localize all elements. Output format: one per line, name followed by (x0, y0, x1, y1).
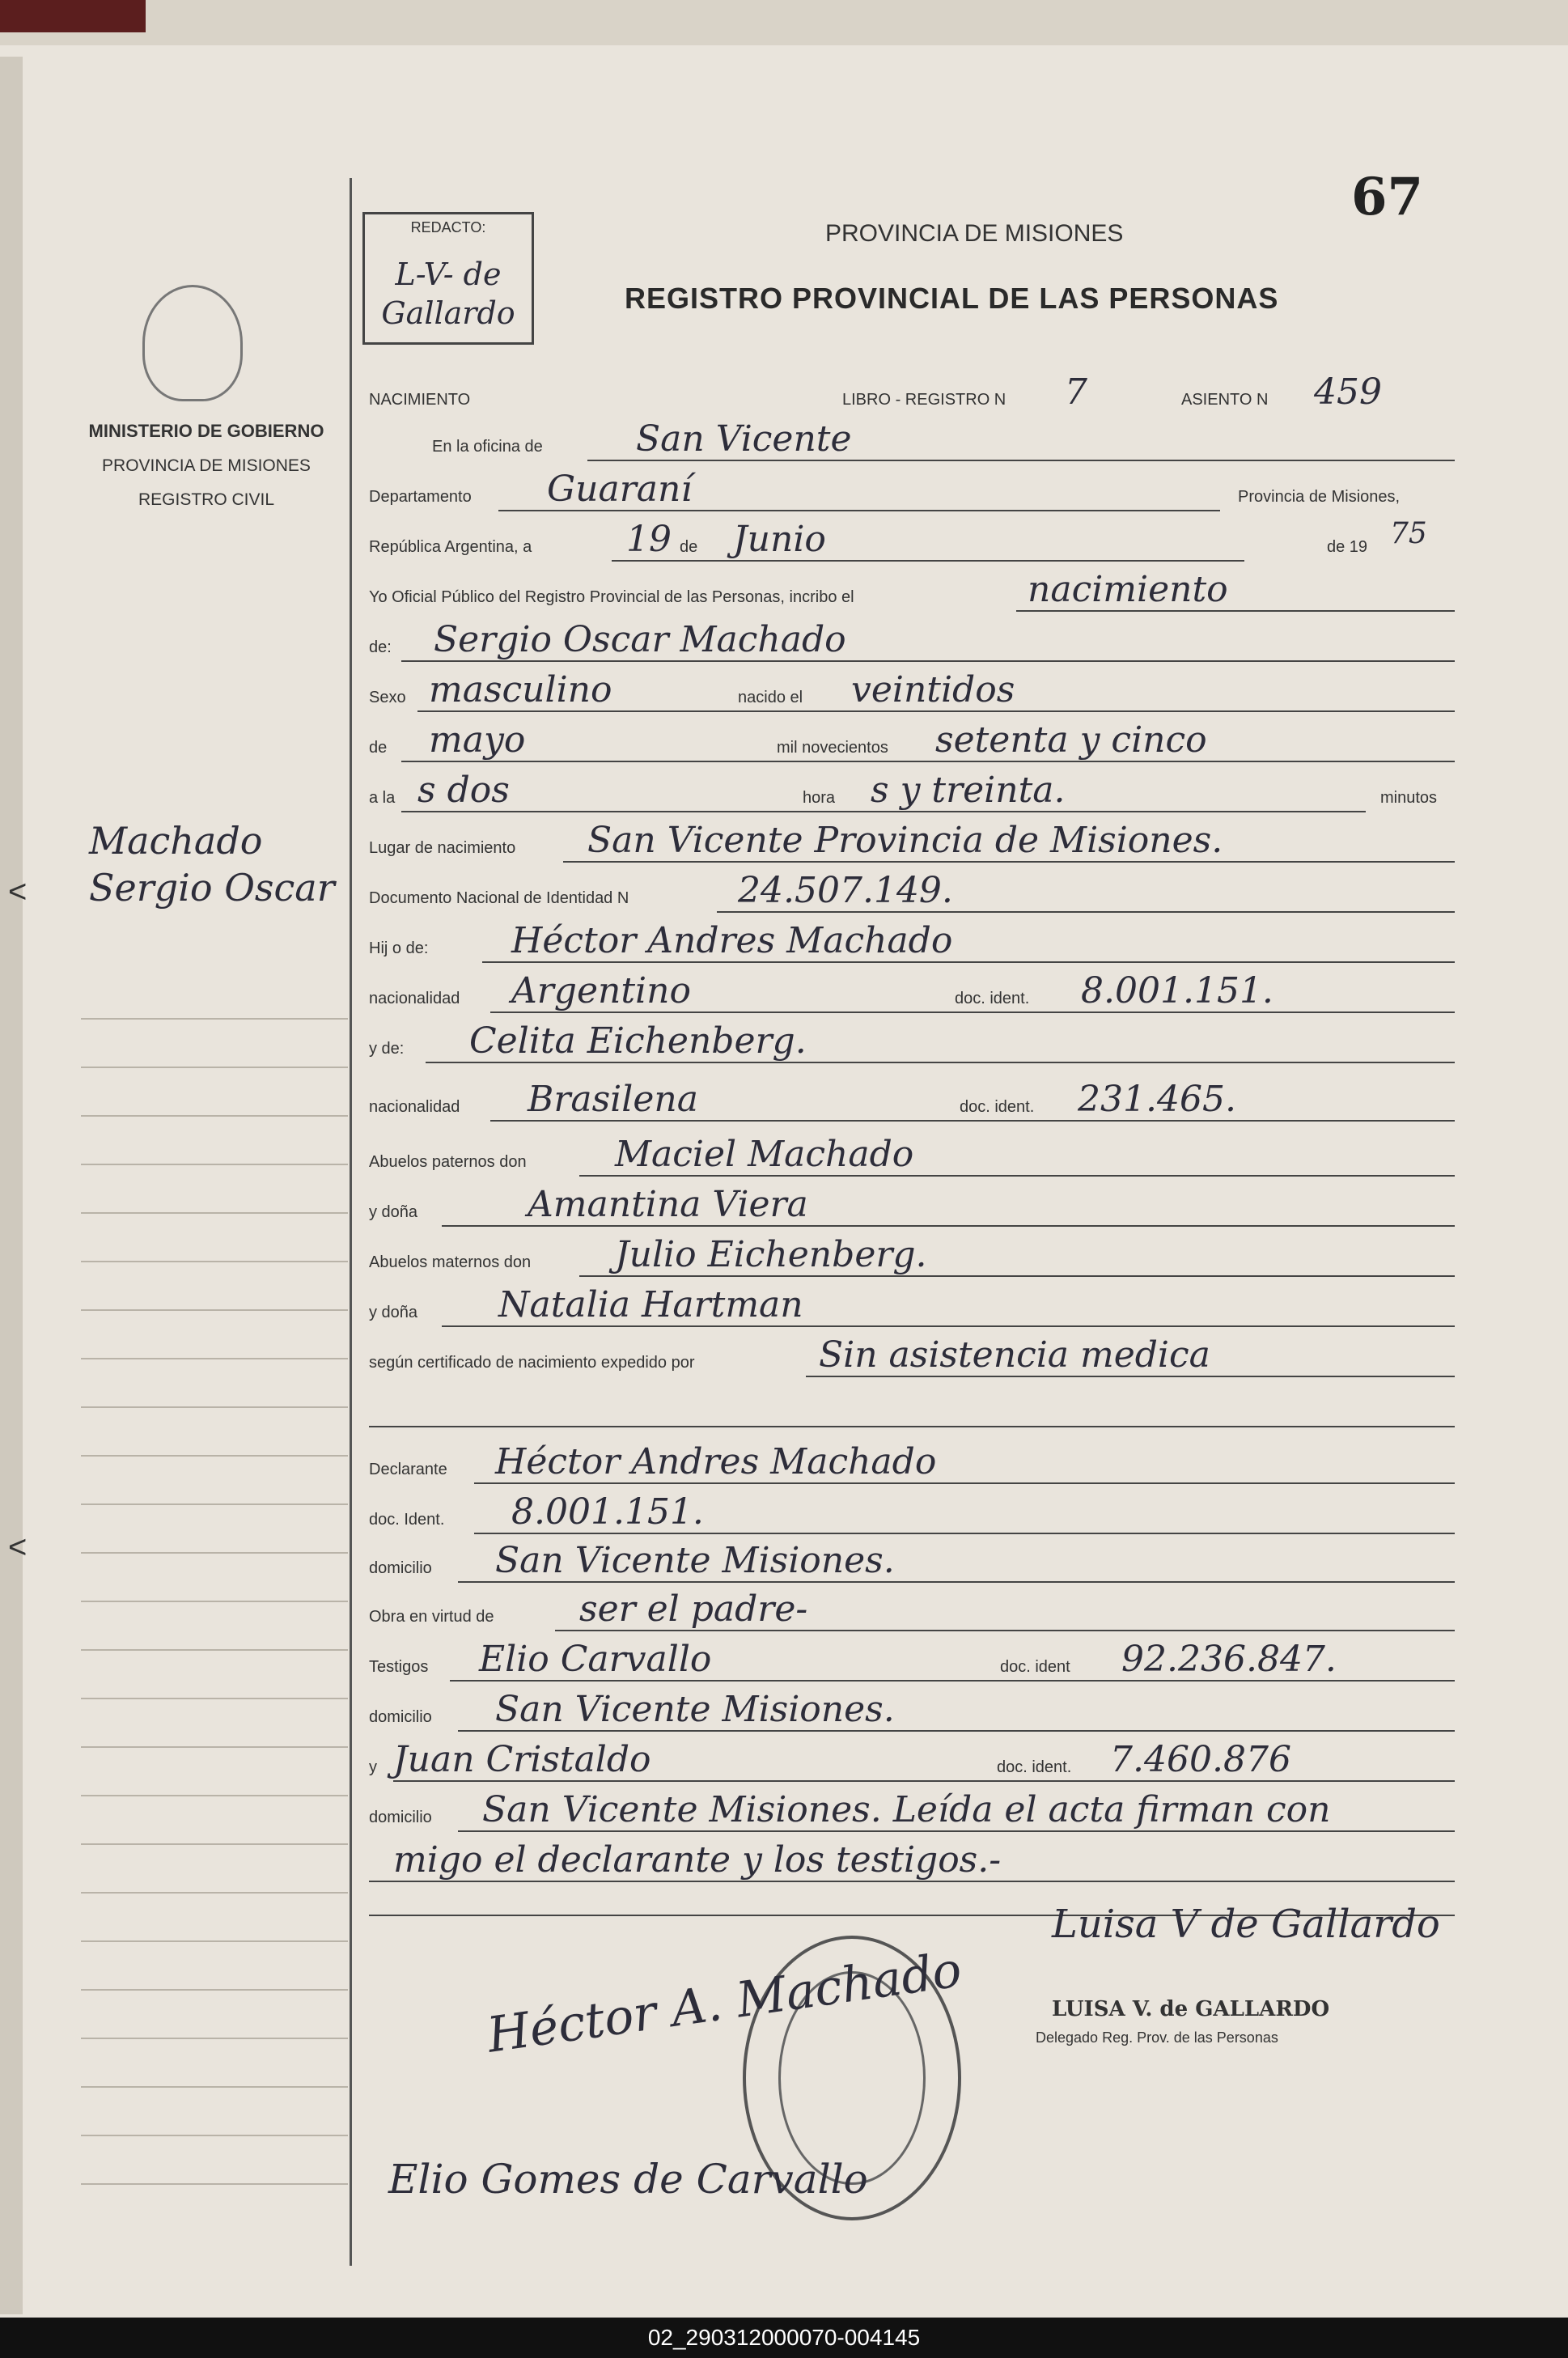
dni-label: Documento Nacional de Identidad N (369, 889, 629, 907)
testigo1-value: Elio Carvallo (479, 1639, 712, 1680)
witness-signature: Elio Gomes de Carvallo (388, 2156, 868, 2203)
mil-value: setenta y cinco (935, 719, 1207, 761)
abuelo-m-value: Julio Eichenberg. (615, 1234, 927, 1275)
abuela-p-label: y doña (369, 1203, 418, 1221)
official-role: Delegado Reg. Prov. de las Personas (1036, 2029, 1278, 2046)
row-testigo1 (369, 1641, 1455, 1682)
testigo2-dom-value: San Vicente Misiones. Leída el acta firman con (482, 1789, 1331, 1830)
testigo2-doc-label: doc. ident. (997, 1758, 1072, 1776)
asiento-value: 459 (1314, 371, 1382, 413)
row-blank (369, 1387, 1455, 1427)
decl-dom-label: domicilio (369, 1559, 432, 1577)
row-dni (369, 872, 1455, 913)
sexo-label: Sexo (369, 689, 406, 706)
margin-surname: Machado (89, 819, 263, 863)
nacido-label: nacido el (738, 689, 803, 706)
decl-doc-value: 8.001.151. (511, 1491, 704, 1533)
oficial-label: Yo Oficial Público del Registro Provincial de las Personas, incribo el (369, 588, 854, 606)
row-sexo (369, 669, 1455, 712)
hora-pre-label: a la (369, 789, 396, 807)
certificado-label: según certificado de nacimiento expedido por (369, 1354, 695, 1372)
row-libro (369, 371, 1455, 414)
coat-of-arms-icon (142, 285, 243, 401)
cierre-value: migo el declarante y los testigos.- (393, 1839, 1002, 1881)
departamento-label: Departamento (369, 488, 472, 506)
row-abuela-p (369, 1186, 1455, 1227)
row-padre-nac (369, 970, 1455, 1013)
redacto-box (362, 212, 534, 345)
abuelo-p-value: Maciel Machado (615, 1134, 914, 1175)
row-anio-letras (369, 719, 1455, 762)
mes2-label: de (369, 739, 388, 757)
page-binding (0, 57, 23, 2314)
row-testigo1-dom (369, 1691, 1455, 1732)
row-declarante (369, 1441, 1455, 1484)
testigo2-doc-value: 7.460.876 (1110, 1739, 1291, 1780)
page-number: 67 (1351, 167, 1424, 227)
redacto-label: REDACTO: (410, 219, 486, 235)
oficial-value: nacimiento (1028, 569, 1228, 610)
provincia-label: Provincia de Misiones, (1238, 488, 1401, 506)
minutos-label: minutos (1380, 789, 1438, 807)
row-abuelo-m (369, 1236, 1455, 1277)
padre-doc-value: 8.001.151. (1081, 970, 1273, 1011)
obra-value: ser el padre- (579, 1588, 808, 1630)
image-id-footer: 02_290312000070-004145 (0, 2318, 1568, 2358)
ministry-registry: REGISTRO CIVIL (138, 490, 275, 509)
hora-value: s dos (417, 770, 510, 811)
testigo1-dom-value: San Vicente Misiones. (495, 1689, 895, 1730)
margin-ruled-lines (81, 971, 348, 2225)
row-testigo2 (369, 1741, 1455, 1782)
margin-mark: < (8, 874, 28, 910)
libro-label: LIBRO - REGISTRO N (842, 391, 1006, 409)
oficina-label: En la oficina de (432, 438, 543, 456)
province-heading: PROVINCIA DE MISIONES (825, 220, 1124, 247)
certificado-value: Sin asistencia medica (819, 1334, 1210, 1376)
testigo2-value: Juan Cristaldo (393, 1739, 651, 1780)
lugar-label: Lugar de nacimiento (369, 839, 516, 857)
anio-value: 75 (1390, 517, 1427, 550)
official-name: LUISA V. de GALLARDO (1052, 1997, 1330, 2021)
dia-value: 19 (626, 519, 672, 560)
row-abuela-m (369, 1284, 1455, 1327)
row-testigo2-dom (369, 1789, 1455, 1832)
decl-doc-label: doc. Ident. (369, 1511, 445, 1529)
row-decl-dom (369, 1542, 1455, 1583)
mil-label: mil novecientos (777, 739, 888, 757)
decl-dom-value: San Vicente Misiones. (495, 1540, 895, 1581)
madre-doc-label: doc. ident. (960, 1098, 1035, 1116)
row-madre (369, 1020, 1455, 1063)
asiento-label: ASIENTO N (1181, 391, 1269, 409)
testigo1-dom-label: domicilio (369, 1708, 432, 1726)
testigo1-doc-label: doc. ident (1000, 1658, 1070, 1676)
declarante-value: Héctor Andres Machado (495, 1441, 937, 1482)
dni-value: 24.507.149. (738, 870, 953, 911)
abuela-p-value: Amantina Viera (528, 1184, 808, 1225)
ministry-province: PROVINCIA DE MISIONES (102, 456, 311, 475)
madre-nac-value: Brasilena (528, 1079, 698, 1120)
obra-label: Obra en virtud de (369, 1608, 494, 1626)
padre-nac-label: nacionalidad (369, 990, 460, 1007)
madre-value: Celita Eichenberg. (469, 1020, 807, 1062)
testigos-label: Testigos (369, 1658, 429, 1676)
abuelos-p-label: Abuelos paternos don (369, 1153, 527, 1171)
hijo-label: Hij o de: (369, 939, 429, 957)
abuela-m-value: Natalia Hartman (498, 1284, 803, 1325)
libro-value: 7 (1065, 371, 1087, 413)
row-lugar (369, 822, 1455, 863)
testigo1-doc-value: 92.236.847. (1121, 1639, 1337, 1680)
mes2-value: mayo (429, 719, 526, 761)
minutos-value: s y treinta. (871, 770, 1066, 811)
row-padre (369, 922, 1455, 963)
anio-label: de 19 (1327, 538, 1368, 556)
nacido-value: veintidos (851, 669, 1015, 710)
sexo-value: masculino (429, 669, 612, 710)
padre-doc-label: doc. ident. (955, 990, 1030, 1007)
oficina-value: San Vicente (636, 418, 852, 460)
y-label: y (369, 1758, 377, 1776)
ministry-name: MINISTERIO DE GOBIERNO (88, 421, 324, 441)
row-departamento (369, 471, 1455, 511)
de-label: de: (369, 638, 392, 656)
madre-nac-label: nacionalidad (369, 1098, 460, 1116)
margin-divider (350, 178, 352, 2266)
row-obra (369, 1588, 1455, 1631)
row-madre-nac (369, 1081, 1455, 1122)
nacimiento-label: NACIMIENTO (369, 391, 471, 409)
yde-label: y de: (369, 1040, 405, 1058)
padre-value: Héctor Andres Machado (511, 920, 953, 961)
mes-value: Junio (733, 519, 826, 560)
document-title: REGISTRO PROVINCIAL DE LAS PERSONAS (625, 282, 1279, 315)
row-hora (369, 772, 1455, 812)
row-certificado (369, 1334, 1455, 1377)
official-signature: Luisa V de Gallardo (1052, 1902, 1440, 1947)
madre-doc-value: 231.465. (1078, 1079, 1236, 1120)
row-nombre (369, 621, 1455, 662)
row-decl-doc (369, 1491, 1455, 1534)
abuela-m-label: y doña (369, 1304, 418, 1321)
margin-mark: < (8, 1529, 28, 1565)
declarante-label: Declarante (369, 1461, 447, 1478)
redacto-line-2: Gallardo (381, 295, 515, 331)
hora-label: hora (803, 789, 836, 807)
row-oficina (369, 418, 1455, 461)
row-oficial (369, 571, 1455, 612)
lugar-value: San Vicente Provincia de Misiones. (587, 820, 1223, 861)
row-fecha (369, 517, 1455, 562)
republica-label: República Argentina, a (369, 538, 532, 556)
nombre-value: Sergio Oscar Machado (434, 619, 846, 660)
de-label: de (680, 538, 698, 556)
declarant-signature: Héctor A. Machado (484, 1941, 965, 2064)
testigo2-dom-label: domicilio (369, 1809, 432, 1826)
redacto-line-1: L-V- de (395, 257, 502, 292)
margin-given-names: Sergio Oscar (89, 866, 335, 910)
cover-edge (0, 0, 146, 32)
abuelos-m-label: Abuelos maternos don (369, 1253, 532, 1271)
departamento-value: Guaraní (547, 469, 693, 510)
padre-nac-value: Argentino (511, 970, 691, 1011)
ministry-block (81, 421, 332, 510)
row-abuelo-p (369, 1136, 1455, 1177)
